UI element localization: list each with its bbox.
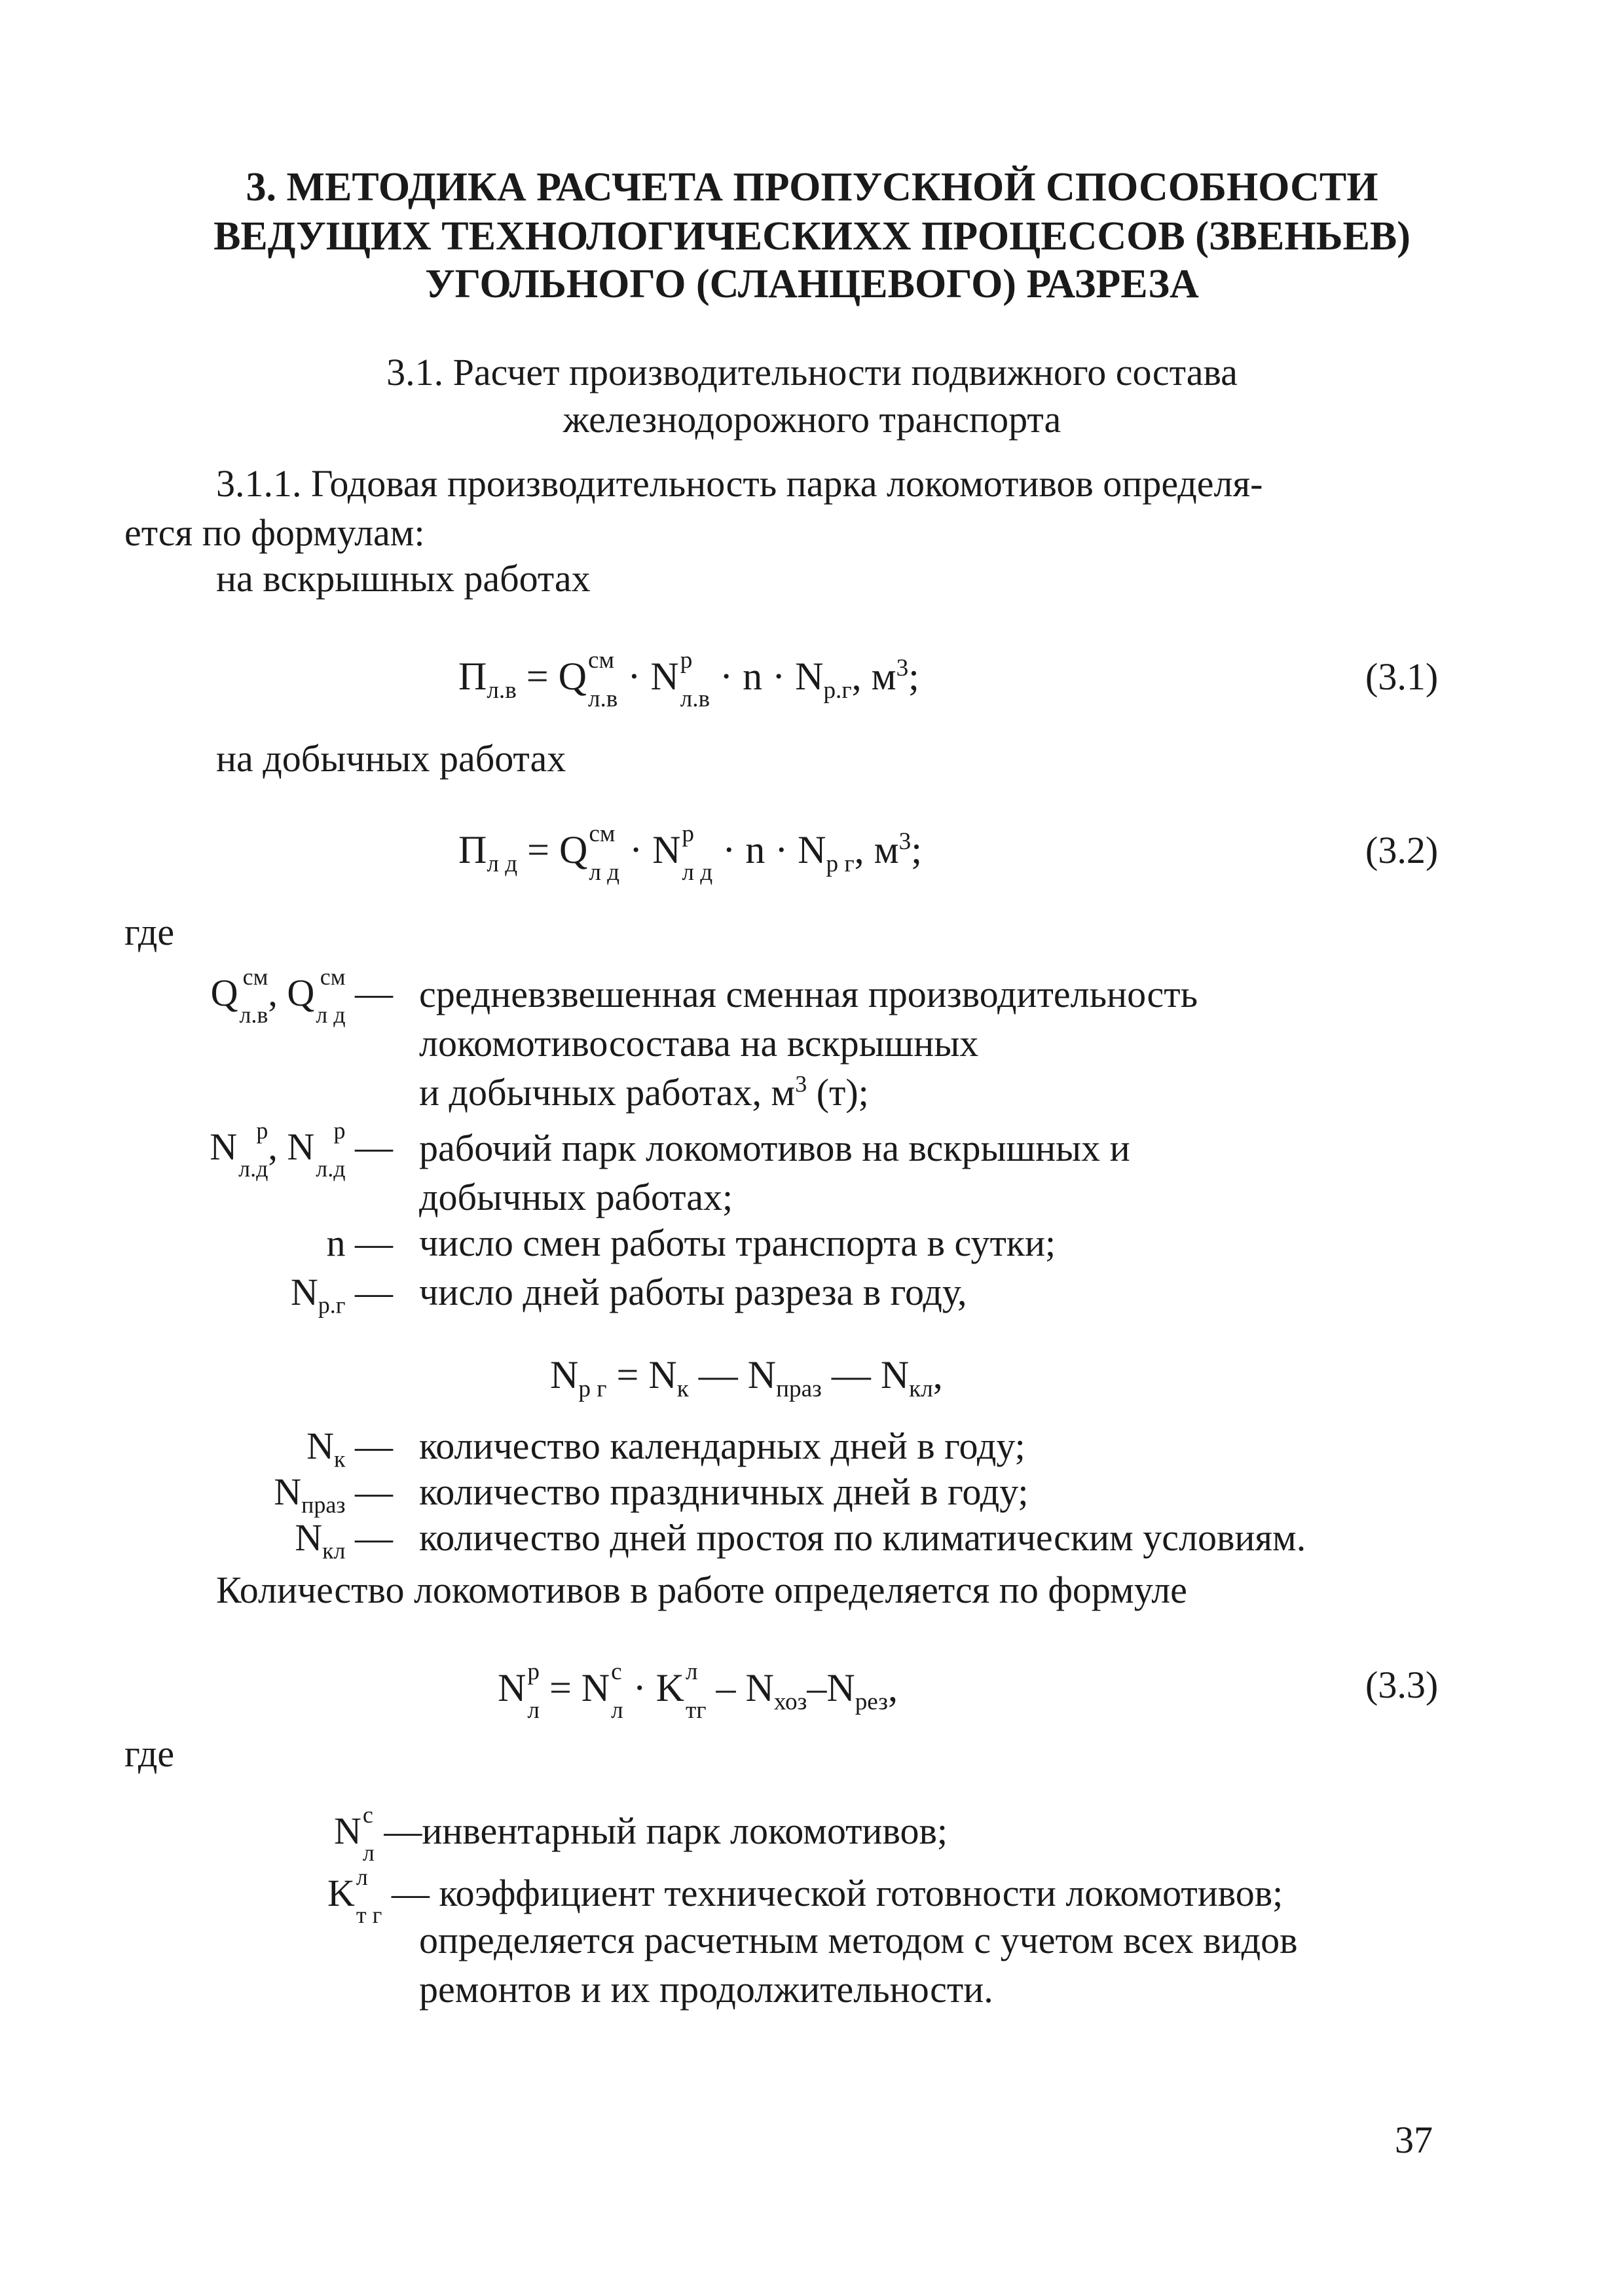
definition-symbol-q: Q см л.в , Q см л д — [210, 964, 393, 1028]
page-number: 37 [1395, 2119, 1433, 2161]
subsection-heading-line-1: 3.1. Расчет производительности подвижного состава [386, 351, 1238, 393]
definition-text: количество праздничных дней в году; [419, 1470, 1029, 1513]
where-label: где [124, 1732, 175, 1775]
definition-text: добычных работах; [419, 1176, 733, 1218]
definition-text: число дней работы разреза в году, [419, 1271, 967, 1313]
label-mining: на добычных работах [216, 737, 566, 780]
equation-3-1: $П_{л.в} = Q$ см л.в · N р л.в · $n \cdot N_{р.г}$, $м^3$; [458, 646, 919, 713]
definition-text: ремонтов и их продолжительности. [419, 1968, 993, 2011]
definition-text: и добычных работах, $м^3$ (т); [419, 1070, 869, 1114]
paragraph-line: ется по формулам: [124, 511, 425, 554]
section-heading-line-1: 3. МЕТОДИКА РАСЧЕТА ПРОПУСКНОЙ СПОСОБНОСТИ [246, 165, 1378, 210]
definition-symbol-n: N р л.д , N р л.д — [210, 1118, 393, 1182]
equation-3-3: N р л = N с л · K л тг – $N_{хоз}-N_{рез}$, [498, 1658, 898, 1724]
definition-text: локомотивосостава на вскрышных [419, 1022, 979, 1065]
paragraph-line: 3.1.1. Годовая производительность парка локомотивов определя- [216, 462, 1263, 505]
definition-text: число смен работы транспорта в сутки; [419, 1222, 1056, 1264]
definition-text: рабочий парк локомотивов на вскрышных и [419, 1127, 1130, 1169]
definition-symbol-days: $N_{р.г}$ — [290, 1271, 393, 1319]
section-heading-line-2: ВЕДУЩИХ ТЕХНОЛОГИЧЕСКИХХ ПРОЦЕССОВ (ЗВЕНЬЕВ) [213, 214, 1411, 259]
definition-text: определяется расчетным методом с учетом всех видов [419, 1919, 1298, 1961]
equation-working-days: $N_{р г} = N_к$ — $N_{праз}$ — $N_{кл}$, [550, 1353, 943, 1402]
definition-symbol-calendar: $N_к$ — [306, 1425, 393, 1472]
definition-symbol-climate: $N_{кл}$ — [295, 1516, 393, 1564]
section-heading-line-3: УГОЛЬНОГО (СЛАНЦЕВОГО) РАЗРЕЗА [425, 262, 1199, 306]
definition-text: количество дней простоя по климатическим условиям. [419, 1516, 1306, 1559]
equation-number-3-2: (3.2) [1365, 829, 1439, 871]
definition-inventory: N с л —инвентарный парк локомотивов; [334, 1802, 948, 1866]
equation-number-3-1: (3.1) [1365, 655, 1439, 698]
label-overburden: на вскрышных работах [216, 557, 591, 600]
definition-text: средневзвешенная сменная производительность [419, 973, 1198, 1015]
equation-3-2: $П_{л д} = Q$ см л д · N р л д · $n \cdot N_{р г}$, $м^3$; [458, 820, 922, 886]
definition-symbol-shift: n — [326, 1222, 393, 1264]
equation-number-3-3: (3.3) [1365, 1664, 1439, 1706]
definition-text: количество календарных дней в году; [419, 1425, 1025, 1467]
definition-readiness: K л т г — коэффициент технической готовности локомотивов; [327, 1864, 1283, 1928]
definition-symbol-holidays: $N_{праз}$ — [274, 1470, 393, 1518]
where-label: где [124, 911, 175, 953]
paragraph-line: Количество локомотивов в работе определяется по формуле [216, 1569, 1187, 1611]
subsection-heading-line-2: железнодорожного транспорта [563, 398, 1061, 441]
